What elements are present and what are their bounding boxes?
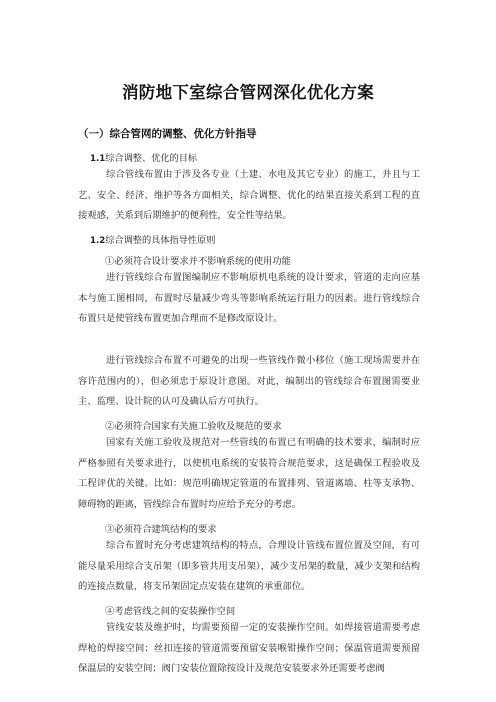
section-heading: （一）综合管网的调整、优化方针指导 bbox=[78, 128, 257, 140]
subsection-number: 1.2 bbox=[90, 236, 106, 246]
subsection-number: 1.1 bbox=[90, 154, 106, 164]
principle-3-paragraph: 综合布置时充分考虑建筑结构的特点，合理设计管线布置位置及空间，有可能尽量采用综合支吊架（即多管共用支吊架），减少支吊架的数量，减少支架和结构的连接点数量，将支吊架固定点安装在建筑的承重部位。 bbox=[78, 540, 420, 593]
subsection-title: 综合调整的具体指导性原则 bbox=[105, 235, 216, 246]
principle-4-paragraph: 管线安装及维护时，均需要预留一定的安装操作空间。如焊接管道需要考虑焊枪的焊接空间；丝扣连接的管道需要预留安装喉钳操作空间；保温管道需要预留保温层的安装空间；阀门安装位置除按设计及规范安装要求外还需要考虑阀 bbox=[78, 622, 420, 675]
paragraph-goal: 综合管线布置由于涉及各专业（土建、水电及其它专业）的施工，并且与工艺、安全、经济、维护等各方面相关，综合调整、优化的结果直接关系到工程的直接观感，关系到后期维护的便利性，安全性等结果。 bbox=[78, 169, 420, 222]
principle-heading-3: ③必须符合建筑结构的要求 bbox=[105, 524, 217, 535]
subsection-heading-1-2 bbox=[90, 232, 215, 246]
principle-heading-1: ①必须符合设计要求并不影响系统的使用功能 bbox=[105, 256, 291, 267]
principle-heading-4: ④考虑管线之间的安装操作空间 bbox=[105, 606, 236, 617]
subsection-heading-1-1 bbox=[90, 150, 197, 164]
principle-2-paragraph: 国家有关施工验收及规范对一些管线的布置已有明确的技术要求，编制时应严格参照有关要求进行，以使机电系统的安装符合规范要求，这是确保工程验收及工程评优的关键。比如：规范明确规定管道的布置排列、管道离墙、柱等支承物、障碍物的距离，管线综合布置时均应给予充分的考虑。 bbox=[78, 437, 420, 510]
principle-1-paragraph-2: 进行管线综合布置不可避免的出现一些管线作微小移位（施工现场需要并在容许范围内的），但必须忠于原设计意图。对此，编制出的管线综合布置图需要业主、监理、设计院的认可及确认后方可执行。 bbox=[78, 355, 420, 408]
principle-1-paragraph-1: 进行管线综合布置图编制应不影响原机电系统的设计要求，管道的走向应基本与施工图相同，布置时尽量减少弯头等影响系统运行阻力的因素。进行管线综合布置只是使管线布置更加合理而不是修改原设计。 bbox=[78, 272, 420, 325]
principle-heading-2: ②必须符合国家有关施工验收及规范的要求 bbox=[105, 421, 282, 432]
subsection-title: 综合调整、优化的目标 bbox=[105, 153, 198, 164]
document-title: 消防地下室综合管网深化优化方案 bbox=[122, 83, 374, 102]
